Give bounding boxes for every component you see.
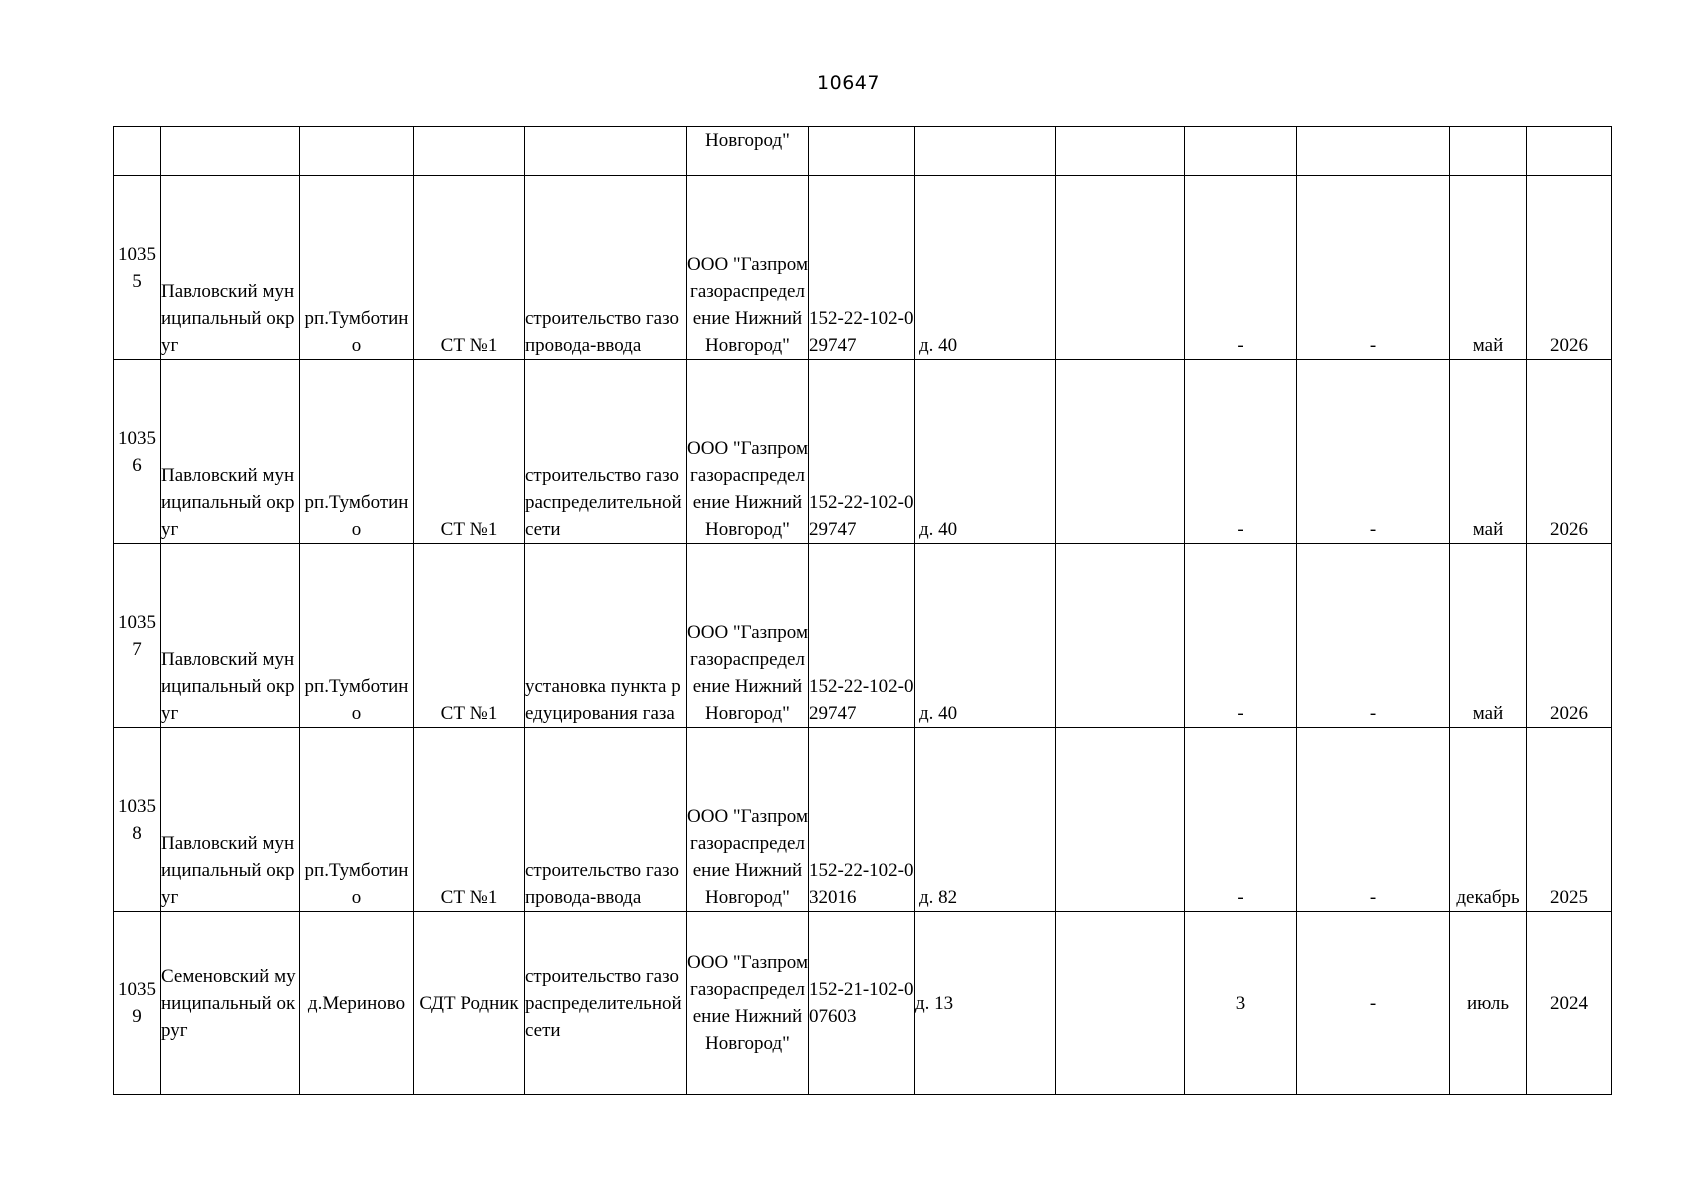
code-cell: 152-21-102-007603 <box>809 912 915 1095</box>
house-cell: д. 40 <box>915 176 1056 360</box>
settlement-cell: рп.Тумботино <box>300 728 414 912</box>
month-cell: декабрь <box>1450 728 1527 912</box>
empty-cell <box>1056 544 1185 728</box>
year-cell: 2024 <box>1527 912 1612 1095</box>
table-cell <box>915 127 1056 176</box>
table-cell <box>1056 127 1185 176</box>
district-cell: Павловский муниципальный округ <box>161 728 300 912</box>
org-cell: ООО "Газпром газораспределение Нижний Новгород" <box>687 544 809 728</box>
table-row <box>114 360 1612 544</box>
month-cell: май <box>1450 176 1527 360</box>
work-cell: строительство газопровода-ввода <box>525 728 687 912</box>
house-cell: д. 82 <box>915 728 1056 912</box>
table-row-continuation <box>114 127 1612 176</box>
table-cell <box>809 127 915 176</box>
empty-cell <box>1056 176 1185 360</box>
row-id-cell: 10356 <box>114 360 161 544</box>
work-cell: строительство газораспределительной сети <box>525 912 687 1095</box>
table-row <box>114 912 1612 1095</box>
empty-cell <box>1056 360 1185 544</box>
code-cell: 152-22-102-029747 <box>809 544 915 728</box>
code-cell: 152-22-102-032016 <box>809 728 915 912</box>
row-id-cell: 10355 <box>114 176 161 360</box>
col10-cell: - <box>1185 360 1297 544</box>
registry-table <box>113 126 1612 1095</box>
district-cell: Павловский муниципальный округ <box>161 360 300 544</box>
object-cell: СТ №1 <box>414 360 525 544</box>
empty-cell <box>1056 912 1185 1095</box>
page-number: 10647 <box>817 72 880 94</box>
object-cell: СТ №1 <box>414 176 525 360</box>
code-cell: 152-22-102-029747 <box>809 360 915 544</box>
table-cell <box>1185 127 1297 176</box>
org-cell: Новгород" <box>687 127 809 176</box>
col11-cell: - <box>1297 912 1450 1095</box>
col10-cell: - <box>1185 176 1297 360</box>
col10-cell: 3 <box>1185 912 1297 1095</box>
row-id-cell: 10357 <box>114 544 161 728</box>
org-cell: ООО "Газпром газораспределение Нижний Новгород" <box>687 176 809 360</box>
district-cell: Семеновский муниципальный округ <box>161 912 300 1095</box>
month-cell: июль <box>1450 912 1527 1095</box>
row-id-cell: 10358 <box>114 728 161 912</box>
org-cell: ООО "Газпром газораспределение Нижний Новгород" <box>687 728 809 912</box>
settlement-cell: рп.Тумботино <box>300 544 414 728</box>
table-cell <box>1450 127 1527 176</box>
work-cell: установка пункта редуцирования газа <box>525 544 687 728</box>
work-cell: строительство газопровода-ввода <box>525 176 687 360</box>
table-row <box>114 176 1612 360</box>
col10-cell: - <box>1185 728 1297 912</box>
object-cell: СДТ Родник <box>414 912 525 1095</box>
district-cell: Павловский муниципальный округ <box>161 544 300 728</box>
month-cell: май <box>1450 360 1527 544</box>
house-cell: д. 13 <box>915 912 1056 1095</box>
month-cell: май <box>1450 544 1527 728</box>
table-row <box>114 728 1612 912</box>
org-cell: ООО "Газпром газораспределение Нижний Новгород" <box>687 360 809 544</box>
org-cell: ООО "Газпром газораспределение Нижний Новгород" <box>687 912 809 1095</box>
object-cell: СТ №1 <box>414 728 525 912</box>
house-cell: д. 40 <box>915 544 1056 728</box>
settlement-cell: рп.Тумботино <box>300 360 414 544</box>
col11-cell: - <box>1297 176 1450 360</box>
table-cell <box>161 127 300 176</box>
table-cell <box>525 127 687 176</box>
year-cell: 2026 <box>1527 360 1612 544</box>
settlement-cell: д.Мериново <box>300 912 414 1095</box>
col11-cell: - <box>1297 728 1450 912</box>
settlement-cell: рп.Тумботино <box>300 176 414 360</box>
registry-table-body <box>114 127 1612 1095</box>
table-cell <box>1527 127 1612 176</box>
district-cell: Павловский муниципальный округ <box>161 176 300 360</box>
object-cell: СТ №1 <box>414 544 525 728</box>
table-cell <box>300 127 414 176</box>
year-cell: 2026 <box>1527 544 1612 728</box>
col11-cell: - <box>1297 360 1450 544</box>
col10-cell: - <box>1185 544 1297 728</box>
table-cell <box>114 127 161 176</box>
year-cell: 2026 <box>1527 176 1612 360</box>
table-row <box>114 544 1612 728</box>
table-cell <box>1297 127 1450 176</box>
house-cell: д. 40 <box>915 360 1056 544</box>
col11-cell: - <box>1297 544 1450 728</box>
work-cell: строительство газораспределительной сети <box>525 360 687 544</box>
year-cell: 2025 <box>1527 728 1612 912</box>
empty-cell <box>1056 728 1185 912</box>
row-id-cell: 10359 <box>114 912 161 1095</box>
code-cell: 152-22-102-029747 <box>809 176 915 360</box>
table-cell <box>414 127 525 176</box>
